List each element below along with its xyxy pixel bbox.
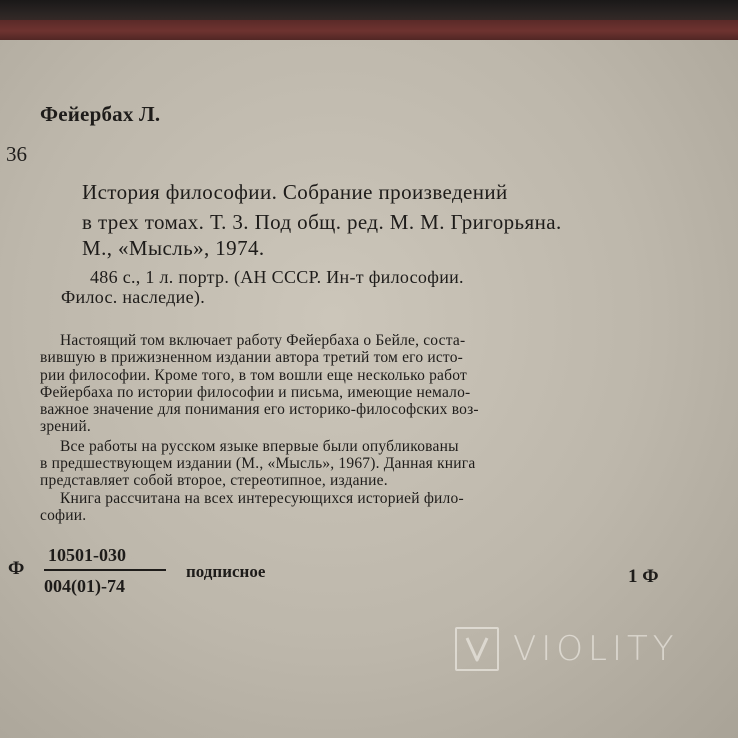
fraction-bar bbox=[44, 569, 166, 571]
annotation-line-10: Книга рассчитана на всех интересующихся историей фило- bbox=[60, 490, 464, 507]
annotation-line-6: зрений. bbox=[40, 418, 91, 435]
annotation-line-5: важное значение для понимания его историко-философских воз- bbox=[40, 401, 479, 418]
annotation-line-2: вившую в прижизненном издании автора третий том его исто- bbox=[40, 349, 464, 366]
title-line-2: в трех томах. Т. 3. Под общ. ред. М. М. Григорьяна. bbox=[82, 210, 562, 234]
phi-symbol: Ф bbox=[8, 558, 25, 579]
watermark bbox=[455, 625, 725, 681]
annotation-line-7: Все работы на русском языке впервые были опубликованы bbox=[60, 438, 459, 455]
violity-logo-icon bbox=[455, 627, 499, 671]
annotation-line-8: в предшествующем издании (М., «Мысль», 1967). Данная книга bbox=[40, 455, 476, 472]
title-line-1: История философии. Собрание произведений bbox=[82, 180, 508, 204]
title-line-3: М., «Мысль», 1974. bbox=[82, 236, 265, 260]
price-label: 1 Ф bbox=[628, 566, 659, 587]
description-line-1: 486 с., 1 л. портр. (АН СССР. Ин-т философии. bbox=[90, 267, 464, 287]
index-denominator: 004(01)-74 bbox=[44, 576, 125, 596]
annotation-line-3: рии философии. Кроме того, в том вошли еще несколько работ bbox=[40, 367, 467, 384]
author-name: Фейербах Л. bbox=[40, 102, 161, 126]
annotation-line-11: софии. bbox=[40, 507, 87, 524]
index-numerator: 10501-030 bbox=[48, 545, 126, 565]
book-cover-edge bbox=[0, 20, 738, 42]
subscription-label: подписное bbox=[186, 562, 266, 581]
description-line-2: Филос. наследие). bbox=[61, 287, 205, 307]
annotation-line-1: Настоящий том включает работу Фейербаха о Бейле, соста- bbox=[60, 332, 466, 349]
annotation-line-9: представляет собой второе, стереотипное, издание. bbox=[40, 472, 388, 489]
annotation-line-4: Фейербаха по истории философии и письма, имеющие немало- bbox=[40, 384, 471, 401]
catalog-code: 36 bbox=[6, 142, 27, 166]
index-fraction bbox=[44, 545, 166, 597]
watermark-text: VIOLITY bbox=[513, 629, 679, 669]
